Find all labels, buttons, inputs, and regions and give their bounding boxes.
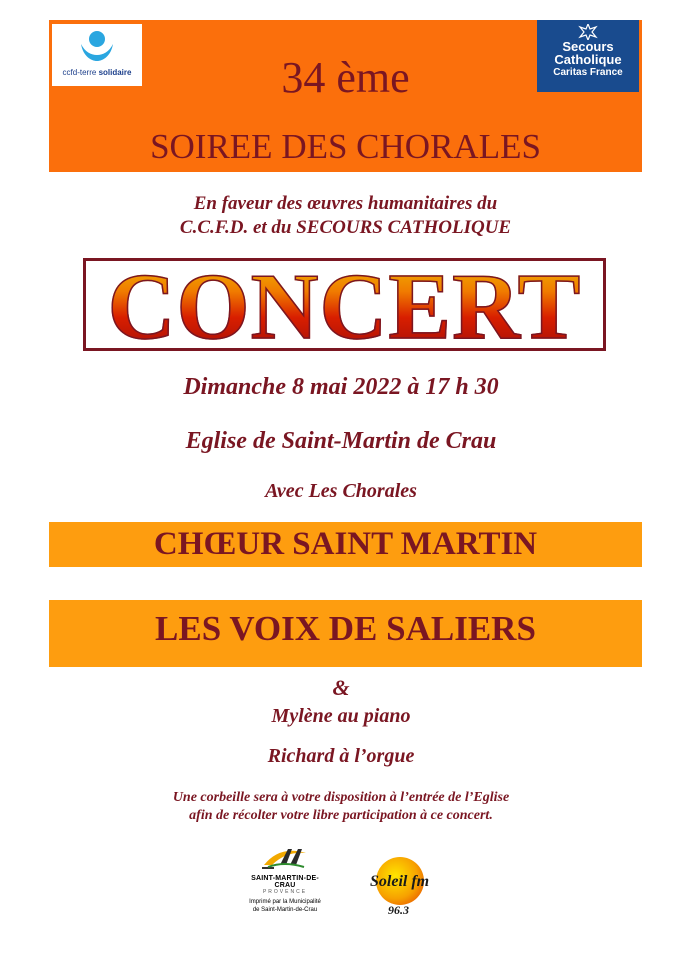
concert-word: CONCERT [86, 255, 603, 359]
ccfd-logo-text-right: solidaire [98, 68, 132, 77]
soleil-fm-logo [368, 853, 434, 923]
cross-icon [577, 24, 599, 40]
ampersand: & [332, 675, 350, 700]
town-logo-name: SAINT-MARTIN-DE-CRAU [251, 875, 319, 889]
organ-musician: Richard à l’orgue [267, 745, 415, 767]
event-place: Eglise de Saint-Martin de Crau [185, 428, 497, 454]
event-with: Avec Les Chorales [265, 480, 417, 502]
radio-logo-frequency: 96.3 [388, 903, 409, 917]
town-emblem-icon [260, 843, 310, 873]
piano-musician: Mylène au piano [271, 705, 411, 727]
town-logo-printed [241, 898, 329, 914]
donation-note-line2: afin de récolter votre libre participation à ce concert. [189, 808, 493, 823]
town-logo-printed-line1: Imprimé par la Municipalité [249, 899, 321, 905]
town-logo-sub: PROVENCE [262, 889, 308, 895]
secours-logo-line1: Secours [562, 39, 614, 54]
page-title: SOIREE DES CHORALES [150, 127, 541, 166]
concert-banner [83, 255, 606, 359]
choir-band-1: CHŒUR SAINT MARTIN [49, 522, 642, 567]
secours-logo-line3: Caritas France [553, 67, 623, 78]
event-date: Dimanche 8 mai 2022 à 17 h 30 [183, 374, 499, 400]
town-logo-printed-line2: de Saint-Martin-de-Crau [252, 907, 318, 913]
town-logo [241, 843, 329, 921]
donation-note-line1: Une corbeille sera à votre disposition à l’entrée de l’Eglise [172, 790, 510, 805]
donation-note [0, 789, 682, 825]
secours-logo-line2: Catholique [554, 52, 622, 67]
ccfd-logo-text-left: ccfd-terre [62, 68, 97, 77]
choir-band-2: LES VOIX DE SALIERS [49, 600, 642, 667]
subtitle-line1: En faveur des œuvres humanitaires du [193, 193, 498, 214]
radio-logo-name: Soleil fm [370, 873, 430, 890]
subtitle-line2: C.C.F.D. et du SECOURS CATHOLIQUE [179, 217, 512, 238]
subtitle [49, 192, 642, 240]
edition-number: 34 ème [281, 53, 410, 102]
